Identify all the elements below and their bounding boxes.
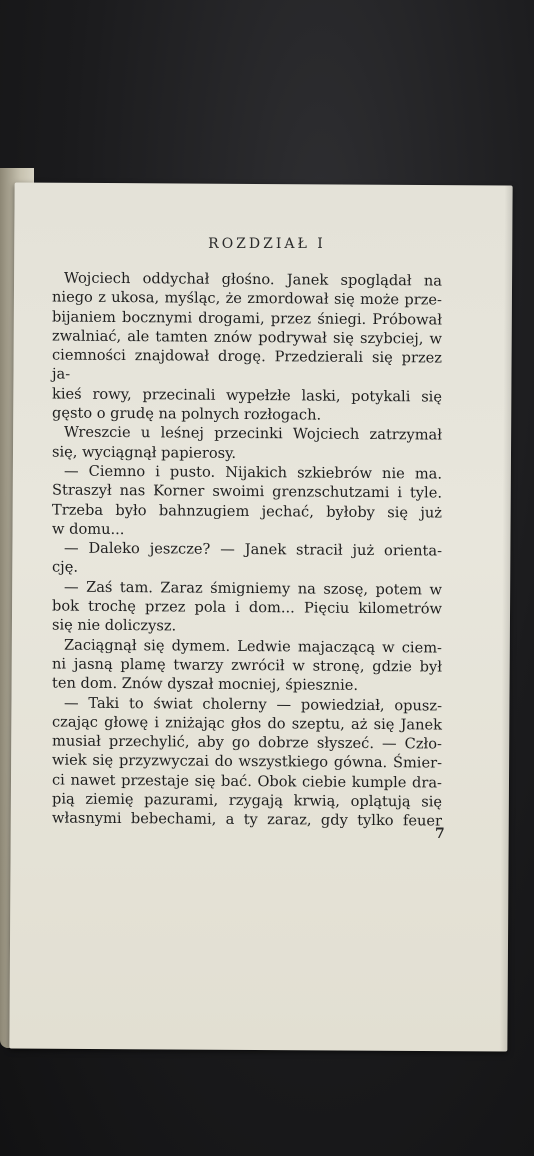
text-line: ni jasną plamę twarzy zwrócił w stronę, gdzie był	[52, 655, 442, 676]
chapter-title: ROZDZIAŁ I	[208, 236, 326, 252]
text-line: Wojciech oddychał głośno. Janek spoglądał na	[64, 269, 442, 290]
text-line: kieś rowy, przecinali wypełzłe laski, potykali się	[52, 385, 442, 406]
page-text	[52, 268, 442, 831]
text-line: bijaniem bocznymi drogami, przez śniegi. Próbował	[52, 308, 442, 329]
text-line: bok trochę przez pola i dom... Pięciu kilometrów	[52, 597, 442, 618]
page-number: 7	[435, 826, 445, 842]
text-line: — Daleko jeszcze? — Janek stracił już orienta-	[64, 539, 442, 560]
text-line: cję.	[52, 558, 78, 577]
text-line: niego z ukosa, myśląc, że zmordował się może prze-	[52, 288, 442, 309]
text-line: wiek się przyzwyczai do wszystkiego gówna. Śmier-	[52, 751, 442, 772]
text-line: Wreszcie u leśnej przecinki Wojciech zatrzymał	[64, 423, 442, 444]
text-line: — Ciemno i pusto. Nijakich szkiebrów nie ma.	[64, 462, 442, 483]
text-line: ci nawet przestaje się bać. Obok ciebie kumple dra-	[52, 771, 442, 792]
text-line: — Zaś tam. Zaraz śmigniemy na szosę, potem w	[64, 578, 442, 599]
text-line: zwalniać, ale tamten znów podrywał się szybciej, w	[52, 327, 442, 348]
text-line: gęsto o grudę na polnych rozłogach.	[52, 404, 322, 424]
text-line: się nie doliczysz.	[52, 616, 177, 635]
text-line: własnymi bebechami, a ty zaraz, gdy tylko feuer	[52, 809, 442, 830]
text-line: pią ziemię pazurami, rzygają krwią, oplątują się	[52, 790, 442, 811]
text-line: się, wyciągnął papierosy.	[52, 443, 237, 462]
text-line: Zaciągnął się dymem. Ledwie majaczącą w ciem-	[64, 636, 442, 657]
text-line: ten dom. Znów dyszał mocniej, śpiesznie.	[52, 674, 359, 695]
text-line: — Taki to świat cholerny — powiedział, opusz-	[64, 694, 442, 715]
text-line: Trzeba było bahnzugiem jechać, byłoby się już	[52, 501, 442, 522]
text-line: czając głowę i zniżając głos do szeptu, aż się Janek	[52, 713, 442, 734]
text-line: Straszył nas Korner swoimi grenzschutzami i tyle.	[52, 481, 442, 502]
text-line: ciemności znajdował drogę. Przedzierali się przez ja-	[52, 346, 442, 384]
text-line: musiał przechylić, aby go dobrze słyszeć. — Czło-	[52, 732, 442, 753]
text-line: w domu...	[52, 520, 125, 538]
